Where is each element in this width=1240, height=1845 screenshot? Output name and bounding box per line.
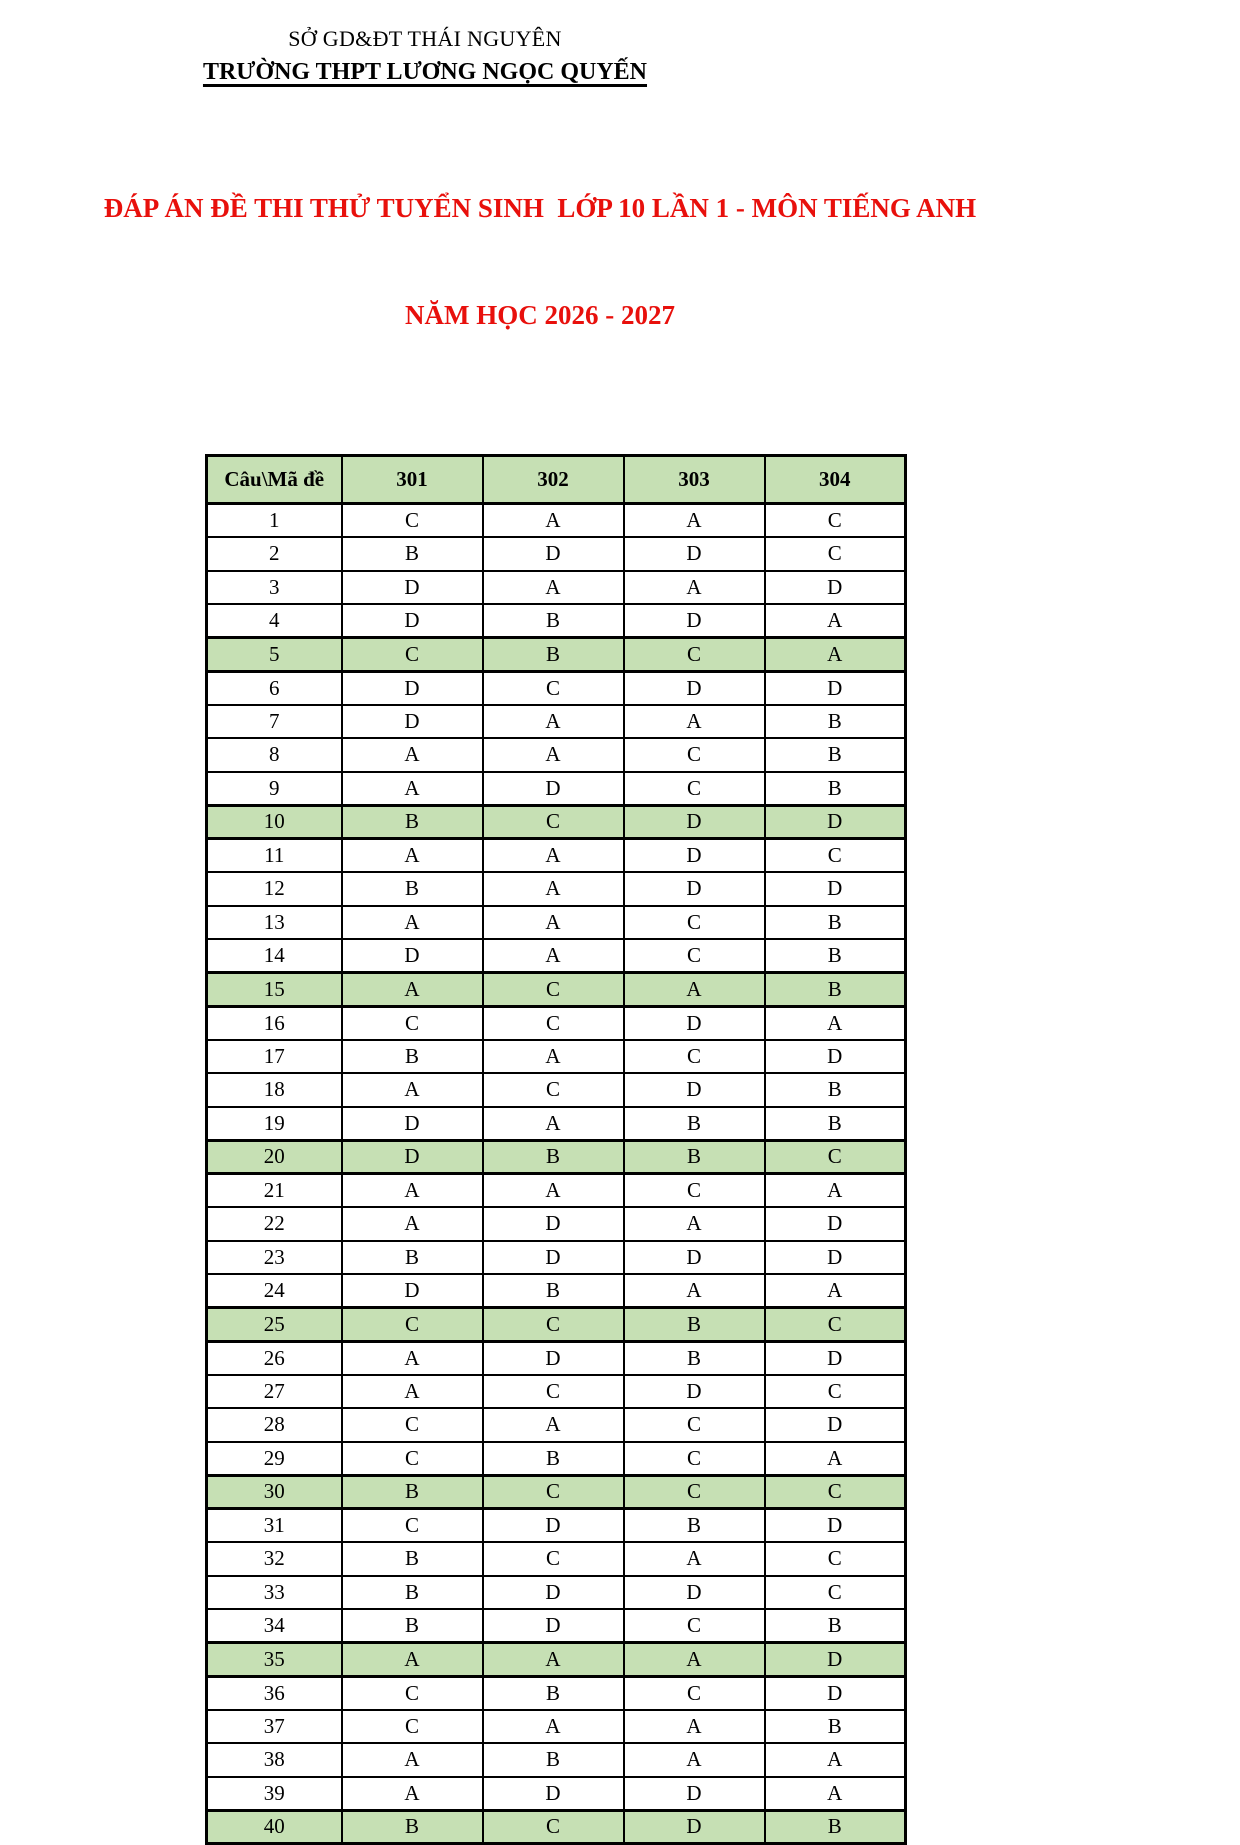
answer-cell-304: D [765, 571, 906, 605]
answer-cell-303: B [624, 1308, 765, 1342]
table-row [207, 872, 906, 906]
answer-cell-301: A [342, 1743, 483, 1777]
table-row [207, 1643, 906, 1677]
answer-cell-302: B [483, 1676, 624, 1710]
answer-cell-302: C [483, 1475, 624, 1509]
answer-cell-301: A [342, 1174, 483, 1208]
answer-cell-301: B [342, 1576, 483, 1610]
question-number-cell: 39 [207, 1777, 342, 1811]
table-row [207, 1107, 906, 1141]
answer-cell-304: C [765, 1475, 906, 1509]
question-number-cell: 3 [207, 571, 342, 605]
answer-cell-304: D [765, 1241, 906, 1275]
answer-cell-302: D [483, 1207, 624, 1241]
table-row [207, 906, 906, 940]
answer-cell-301: B [342, 1542, 483, 1576]
answer-cell-303: D [624, 1006, 765, 1040]
answer-cell-301: A [342, 772, 483, 806]
answer-cell-303: B [624, 1509, 765, 1543]
answer-cell-302: B [483, 1274, 624, 1308]
answer-cell-304: A [765, 638, 906, 672]
table-row [207, 1308, 906, 1342]
table-row [207, 973, 906, 1007]
answer-cell-303: C [624, 738, 765, 772]
question-number-cell: 32 [207, 1542, 342, 1576]
answer-cell-303: D [624, 839, 765, 873]
table-row [207, 1509, 906, 1543]
answer-cell-301: D [342, 1274, 483, 1308]
answer-cell-301: A [342, 1341, 483, 1375]
answer-cell-302: B [483, 638, 624, 672]
table-row [207, 1408, 906, 1442]
table-row [207, 1777, 906, 1811]
answer-cell-303: B [624, 1341, 765, 1375]
answer-cell-304: C [765, 537, 906, 571]
answer-cell-304: D [765, 1207, 906, 1241]
answer-cell-303: D [624, 1810, 765, 1844]
answer-cell-302: C [483, 805, 624, 839]
answer-cell-303: D [624, 1576, 765, 1610]
column-header-302: 302 [483, 456, 624, 504]
table-row [207, 1207, 906, 1241]
answer-cell-303: D [624, 1241, 765, 1275]
table-row [207, 1676, 906, 1710]
answer-cell-302: A [483, 1107, 624, 1141]
answer-cell-301: A [342, 1777, 483, 1811]
organization-header [0, 26, 850, 86]
table-row [207, 1576, 906, 1610]
answer-cell-302: B [483, 604, 624, 638]
question-number-cell: 12 [207, 872, 342, 906]
table-row [207, 1710, 906, 1744]
answer-cell-301: D [342, 705, 483, 739]
question-number-cell: 17 [207, 1040, 342, 1074]
answer-cell-301: A [342, 1073, 483, 1107]
table-row [207, 1040, 906, 1074]
table-row [207, 1140, 906, 1174]
answer-cell-302: A [483, 1040, 624, 1074]
answer-cell-303: A [624, 1274, 765, 1308]
question-number-cell: 7 [207, 705, 342, 739]
answer-cell-301: D [342, 671, 483, 705]
table-row [207, 604, 906, 638]
answer-cell-301: A [342, 839, 483, 873]
answer-cell-301: D [342, 604, 483, 638]
answer-cell-303: D [624, 872, 765, 906]
answer-cell-303: C [624, 638, 765, 672]
answer-cell-304: B [765, 906, 906, 940]
answer-cell-301: C [342, 1308, 483, 1342]
answer-cell-303: A [624, 1207, 765, 1241]
answer-cell-304: C [765, 1576, 906, 1610]
answer-cell-303: C [624, 1408, 765, 1442]
answer-cell-301: B [342, 1609, 483, 1643]
table-row [207, 571, 906, 605]
answer-cell-302: A [483, 1174, 624, 1208]
table-row [207, 1810, 906, 1844]
table-header-row [207, 456, 906, 504]
answer-cell-301: D [342, 1140, 483, 1174]
answer-cell-301: A [342, 973, 483, 1007]
answer-cell-303: D [624, 805, 765, 839]
question-number-cell: 10 [207, 805, 342, 839]
answer-cell-302: A [483, 738, 624, 772]
answer-cell-304: C [765, 839, 906, 873]
answer-cell-301: B [342, 805, 483, 839]
question-number-cell: 6 [207, 671, 342, 705]
answer-cell-302: A [483, 939, 624, 973]
table-row [207, 1609, 906, 1643]
answer-cell-301: C [342, 1676, 483, 1710]
answer-cell-302: A [483, 872, 624, 906]
column-header-303: 303 [624, 456, 765, 504]
answer-cell-301: C [342, 1509, 483, 1543]
answer-cell-304: D [765, 671, 906, 705]
answer-key-table [205, 454, 907, 1845]
answer-cell-304: B [765, 705, 906, 739]
table-row [207, 939, 906, 973]
answer-cell-301: C [342, 504, 483, 538]
answer-cell-304: D [765, 1341, 906, 1375]
answer-cell-303: C [624, 772, 765, 806]
answer-cell-303: C [624, 1040, 765, 1074]
answer-cell-303: D [624, 537, 765, 571]
document-page [0, 26, 1240, 1845]
answer-cell-302: D [483, 1576, 624, 1610]
answer-cell-302: A [483, 906, 624, 940]
answer-cell-304: D [765, 1509, 906, 1543]
answer-cell-301: D [342, 571, 483, 605]
question-number-cell: 13 [207, 906, 342, 940]
question-number-cell: 16 [207, 1006, 342, 1040]
answer-cell-304: B [765, 1710, 906, 1744]
answer-cell-303: A [624, 1542, 765, 1576]
answer-cell-301: D [342, 939, 483, 973]
answer-cell-303: C [624, 1676, 765, 1710]
answer-cell-302: A [483, 1710, 624, 1744]
answer-cell-302: C [483, 1308, 624, 1342]
answer-cell-302: C [483, 1810, 624, 1844]
question-number-cell: 5 [207, 638, 342, 672]
answer-cell-301: D [342, 1107, 483, 1141]
answer-cell-301: C [342, 1710, 483, 1744]
answer-cell-304: A [765, 1777, 906, 1811]
answer-cell-304: B [765, 772, 906, 806]
column-header-question: Câu\Mã đề [207, 456, 342, 504]
answer-cell-302: A [483, 571, 624, 605]
question-number-cell: 18 [207, 1073, 342, 1107]
answer-cell-304: A [765, 1442, 906, 1476]
answer-cell-304: B [765, 738, 906, 772]
question-number-cell: 23 [207, 1241, 342, 1275]
title-line-2: NĂM HỌC 2026 - 2027 [405, 299, 675, 330]
answer-cell-302: C [483, 671, 624, 705]
answer-cell-304: D [765, 1040, 906, 1074]
question-number-cell: 19 [207, 1107, 342, 1141]
answer-cell-304: B [765, 939, 906, 973]
answer-cell-302: C [483, 973, 624, 1007]
answer-cell-303: A [624, 1710, 765, 1744]
answer-cell-303: D [624, 1777, 765, 1811]
table-row [207, 638, 906, 672]
answer-cell-304: A [765, 1174, 906, 1208]
table-row [207, 1006, 906, 1040]
table-row [207, 504, 906, 538]
question-number-cell: 14 [207, 939, 342, 973]
answer-cell-302: C [483, 1542, 624, 1576]
document-title [0, 124, 1080, 400]
answer-cell-301: A [342, 1375, 483, 1409]
answer-cell-303: A [624, 1743, 765, 1777]
answer-cell-301: A [342, 1643, 483, 1677]
question-number-cell: 25 [207, 1308, 342, 1342]
answer-cell-303: C [624, 1609, 765, 1643]
table-row [207, 671, 906, 705]
answer-cell-304: B [765, 973, 906, 1007]
answer-cell-301: C [342, 638, 483, 672]
answer-cell-304: A [765, 1743, 906, 1777]
answer-cell-304: C [765, 1542, 906, 1576]
question-number-cell: 31 [207, 1509, 342, 1543]
question-number-cell: 35 [207, 1643, 342, 1677]
answer-cell-301: B [342, 1475, 483, 1509]
answer-cell-302: D [483, 1609, 624, 1643]
table-row [207, 839, 906, 873]
answer-cell-301: C [342, 1006, 483, 1040]
answer-cell-301: A [342, 738, 483, 772]
answer-cell-303: D [624, 1073, 765, 1107]
answer-cell-303: D [624, 1375, 765, 1409]
answer-cell-301: C [342, 1408, 483, 1442]
answer-cell-301: B [342, 1241, 483, 1275]
answer-cell-303: C [624, 906, 765, 940]
question-number-cell: 24 [207, 1274, 342, 1308]
table-row [207, 705, 906, 739]
table-row [207, 1241, 906, 1275]
table-row [207, 1174, 906, 1208]
answer-cell-303: C [624, 1475, 765, 1509]
answer-cell-304: C [765, 1308, 906, 1342]
answer-cell-303: A [624, 504, 765, 538]
answer-cell-304: D [765, 1643, 906, 1677]
table-row [207, 1475, 906, 1509]
table-row [207, 738, 906, 772]
table-row [207, 772, 906, 806]
table-row [207, 1442, 906, 1476]
answer-cell-304: A [765, 1274, 906, 1308]
answer-cell-302: B [483, 1442, 624, 1476]
question-number-cell: 30 [207, 1475, 342, 1509]
question-number-cell: 9 [207, 772, 342, 806]
question-number-cell: 1 [207, 504, 342, 538]
answer-cell-304: C [765, 1140, 906, 1174]
answer-cell-303: B [624, 1107, 765, 1141]
question-number-cell: 22 [207, 1207, 342, 1241]
answer-cell-303: C [624, 939, 765, 973]
answer-cell-302: A [483, 839, 624, 873]
answer-cell-303: C [624, 1174, 765, 1208]
question-number-cell: 2 [207, 537, 342, 571]
answer-cell-302: D [483, 1341, 624, 1375]
answer-cell-303: C [624, 1442, 765, 1476]
table-row [207, 1743, 906, 1777]
answer-cell-304: A [765, 604, 906, 638]
question-number-cell: 40 [207, 1810, 342, 1844]
question-number-cell: 38 [207, 1743, 342, 1777]
answer-cell-302: D [483, 1777, 624, 1811]
answer-cell-304: D [765, 1676, 906, 1710]
answer-cell-302: D [483, 1509, 624, 1543]
answer-cell-301: C [342, 1442, 483, 1476]
answer-cell-303: A [624, 705, 765, 739]
question-number-cell: 34 [207, 1609, 342, 1643]
answer-cell-303: A [624, 973, 765, 1007]
question-number-cell: 29 [207, 1442, 342, 1476]
answer-cell-303: D [624, 604, 765, 638]
title-line-1: ĐÁP ÁN ĐỀ THI THỬ TUYỂN SINH LỚP 10 LẦN 1 - MÔN TIẾNG ANH [103, 192, 977, 223]
answer-cell-301: B [342, 1810, 483, 1844]
question-number-cell: 37 [207, 1710, 342, 1744]
answer-cell-304: D [765, 805, 906, 839]
answer-cell-303: A [624, 571, 765, 605]
answer-cell-302: A [483, 1408, 624, 1442]
answer-cell-302: A [483, 705, 624, 739]
table-row [207, 1341, 906, 1375]
question-number-cell: 27 [207, 1375, 342, 1409]
question-number-cell: 26 [207, 1341, 342, 1375]
question-number-cell: 8 [207, 738, 342, 772]
answer-cell-302: B [483, 1743, 624, 1777]
answer-cell-302: D [483, 772, 624, 806]
answer-cell-302: A [483, 504, 624, 538]
answer-cell-301: A [342, 1207, 483, 1241]
department-name: SỞ GD&ĐT THÁI NGUYÊN [288, 26, 562, 51]
answer-cell-304: B [765, 1609, 906, 1643]
answer-cell-304: B [765, 1107, 906, 1141]
table-row [207, 1542, 906, 1576]
column-header-301: 301 [342, 456, 483, 504]
table-row [207, 537, 906, 571]
answer-cell-302: D [483, 1241, 624, 1275]
answer-cell-304: A [765, 1006, 906, 1040]
answer-cell-302: C [483, 1006, 624, 1040]
answer-cell-304: D [765, 1408, 906, 1442]
answer-cell-302: D [483, 537, 624, 571]
answer-cell-301: A [342, 906, 483, 940]
question-number-cell: 4 [207, 604, 342, 638]
table-row [207, 1375, 906, 1409]
table-row [207, 1274, 906, 1308]
answer-cell-304: B [765, 1810, 906, 1844]
answer-cell-304: C [765, 1375, 906, 1409]
answer-cell-301: B [342, 872, 483, 906]
question-number-cell: 15 [207, 973, 342, 1007]
answer-cell-303: D [624, 671, 765, 705]
table-row [207, 805, 906, 839]
question-number-cell: 28 [207, 1408, 342, 1442]
answer-cell-302: C [483, 1073, 624, 1107]
question-number-cell: 20 [207, 1140, 342, 1174]
question-number-cell: 36 [207, 1676, 342, 1710]
table-row [207, 1073, 906, 1107]
answer-cell-304: C [765, 504, 906, 538]
question-number-cell: 33 [207, 1576, 342, 1610]
answer-cell-302: A [483, 1643, 624, 1677]
answer-cell-303: A [624, 1643, 765, 1677]
answer-cell-301: B [342, 537, 483, 571]
answer-cell-301: B [342, 1040, 483, 1074]
school-name: TRƯỜNG THPT LƯƠNG NGỌC QUYẾN [202, 59, 648, 85]
answer-cell-304: B [765, 1073, 906, 1107]
question-number-cell: 11 [207, 839, 342, 873]
answer-cell-302: B [483, 1140, 624, 1174]
answer-cell-303: B [624, 1140, 765, 1174]
answer-cell-302: C [483, 1375, 624, 1409]
column-header-304: 304 [765, 456, 906, 504]
answer-cell-304: D [765, 872, 906, 906]
question-number-cell: 21 [207, 1174, 342, 1208]
